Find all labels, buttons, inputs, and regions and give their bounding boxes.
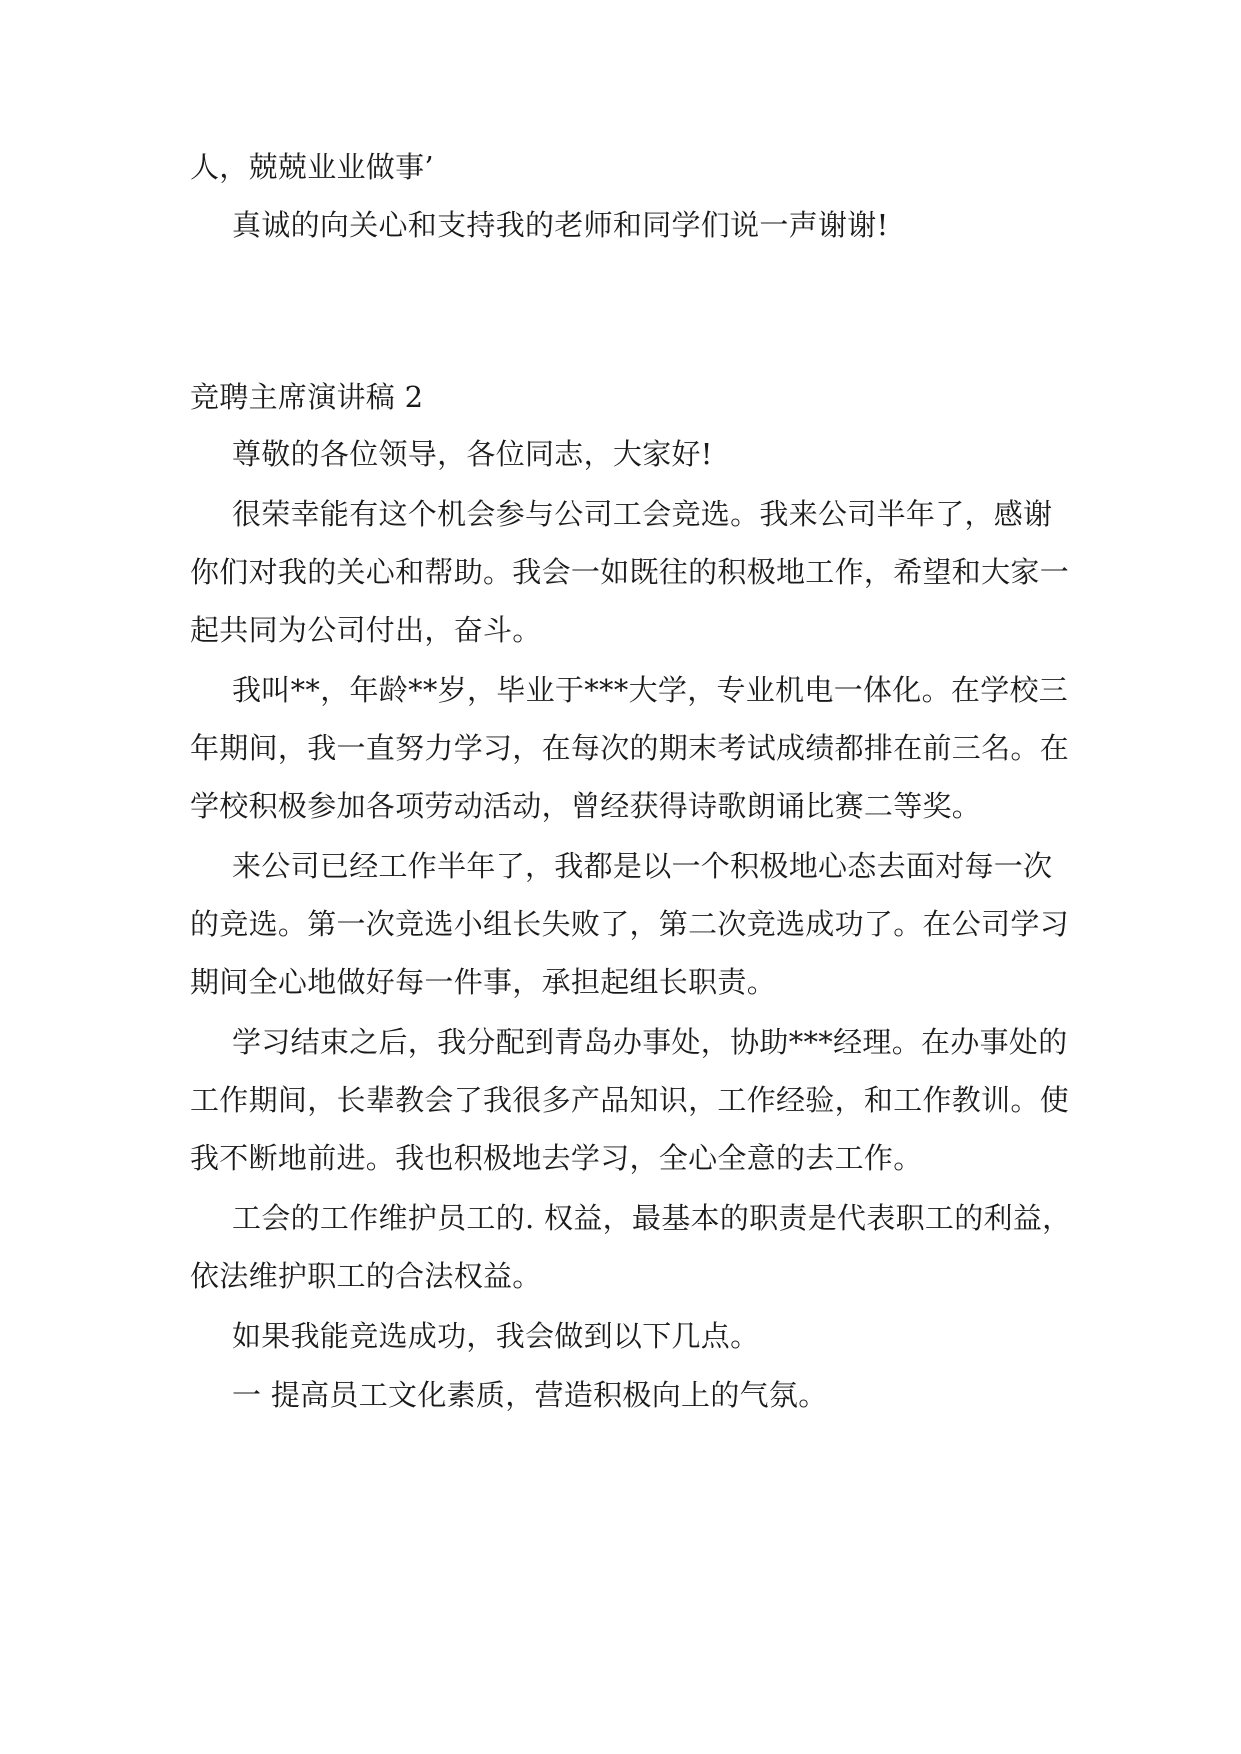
paragraph-4-line-1: 学习结束之后，我分配到青岛办事处，协助***经理。在办事处的 (232, 1025, 1068, 1059)
paragraph-4-line-2: 工作期间，长辈教会了我很多产品知识，工作经验，和工作教训。使 (190, 1083, 1070, 1117)
thanks-line: 真诚的向关心和支持我的老师和同学们说一声谢谢! (232, 208, 889, 242)
section-title: 竞聘主席演讲稿 2 (190, 380, 424, 414)
paragraph-1-line-3: 起共同为公司付出，奋斗。 (190, 613, 542, 647)
paragraph-3-line-3: 期间全心地做好每一件事，承担起组长职责。 (190, 965, 777, 999)
paragraph-2-line-3: 学校积极参加各项劳动活动，曾经获得诗歌朗诵比赛二等奖。 (190, 789, 982, 823)
paragraph-6-line-1: 如果我能竞选成功，我会做到以下几点。 (232, 1319, 760, 1353)
list-item-1: 一 提高员工文化素质，营造积极向上的气氛。 (232, 1378, 828, 1412)
paragraph-5-line-1: 工会的工作维护员工的. 权益，最基本的职责是代表职工的利益， (232, 1201, 1072, 1235)
paragraph-1-line-2: 你们对我的关心和帮助。我会一如既往的积极地工作，希望和大家一 (190, 555, 1070, 589)
paragraph-3-line-2: 的竞选。第一次竞选小组长失败了，第二次竞选成功了。在公司学习 (190, 907, 1070, 941)
paragraph-1-line-1: 很荣幸能有这个机会参与公司工会竞选。我来公司半年了，感谢 (232, 497, 1053, 531)
paragraph-4-line-3: 我不断地前进。我也积极地去学习，全心全意的去工作。 (190, 1141, 923, 1175)
paragraph-5-line-2: 依法维护职工的合法权益。 (190, 1259, 542, 1293)
paragraph-2-line-2: 年期间，我一直努力学习，在每次的期末考试成绩都排在前三名。在 (190, 731, 1070, 765)
greeting-line: 尊敬的各位领导，各位同志，大家好! (232, 437, 713, 471)
paragraph-continuation: 人，兢兢业业做事’ (190, 150, 434, 184)
paragraph-3-line-1: 来公司已经工作半年了，我都是以一个积极地心态去面对每一次 (232, 849, 1053, 883)
paragraph-2-line-1: 我叫**，年龄**岁，毕业于***大学，专业机电一体化。在学校三 (232, 673, 1069, 707)
